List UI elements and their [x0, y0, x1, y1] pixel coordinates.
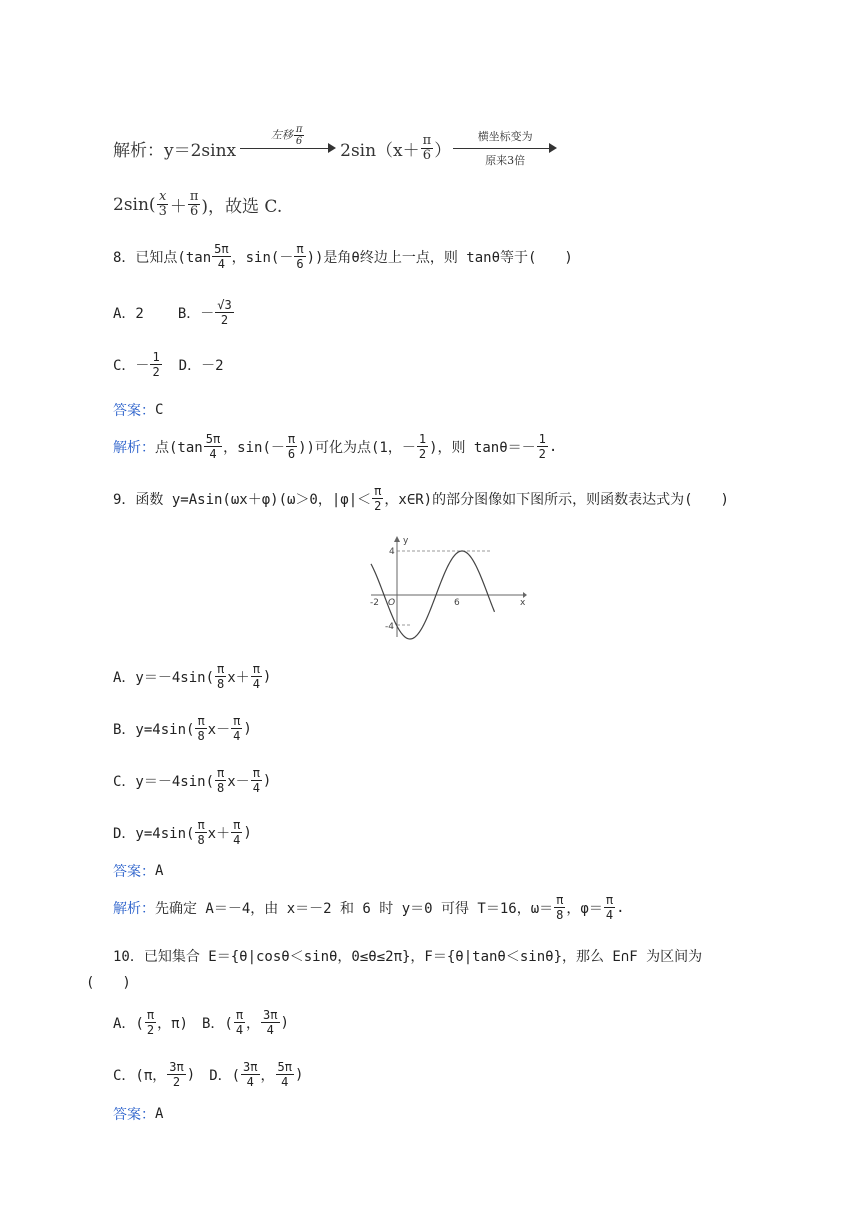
q10-option-c-post: ) — [186, 1066, 196, 1083]
frac-num: π — [235, 1008, 244, 1022]
frac-num: 1 — [418, 432, 427, 446]
q10-text-1: 10．已知集合 E＝{θ|cosθ＜sinθ，0≤θ≤2π}，F＝{θ|tanθ＜sinθ}，那么 E∩F 为区间为 — [113, 949, 703, 965]
frac-den: 6 — [287, 447, 296, 461]
option-pre: C．y＝－4sin( — [113, 773, 215, 790]
frac-den: 6 — [422, 147, 432, 163]
frac-den: 2 — [146, 1023, 155, 1037]
frac-num: π — [296, 242, 304, 256]
frac-den: 2 — [172, 1075, 181, 1089]
frac-num: √3 — [217, 298, 232, 312]
q8-analysis-text-3: ))可化为点(1，－ — [298, 439, 416, 456]
q10-option-d-post: ) — [294, 1066, 304, 1083]
q8-analysis — [113, 432, 557, 461]
option-mid: x＋ — [207, 825, 231, 842]
frac-den: 4 — [233, 833, 241, 847]
q10-option-d-sep: ， — [260, 1067, 275, 1084]
q8-stem — [113, 242, 573, 271]
frac-num: x — [159, 189, 167, 204]
frac-num: π — [252, 766, 260, 780]
frac-num: π — [146, 1008, 155, 1022]
answer-value: A — [155, 863, 164, 879]
option-pre: A．y＝－4sin( — [113, 669, 215, 686]
q8-analysis-text-4: )，则 tanθ＝－ — [429, 439, 536, 456]
answer-value: A — [155, 1106, 164, 1122]
frac-num: 5π — [277, 1060, 292, 1074]
frac-num: π — [233, 818, 241, 832]
answer-value: C — [155, 402, 164, 418]
frac-num: π — [374, 484, 382, 498]
q9-option-a — [113, 662, 271, 691]
option-post: ) — [262, 668, 272, 685]
frac-num: π — [295, 124, 303, 135]
frac-den: 8 — [217, 677, 225, 691]
scan-line-1 — [113, 124, 557, 168]
frac-den: 4 — [209, 447, 217, 461]
frac-den: 8 — [217, 781, 225, 795]
frac-den: 2 — [418, 447, 427, 461]
origin-label: O — [388, 598, 396, 608]
q8-text-1: 8．已知点(tan — [113, 249, 212, 266]
arrow2-above: 横坐标变为 — [477, 130, 533, 143]
option-post: ) — [262, 772, 272, 789]
frac-den: 8 — [556, 908, 564, 922]
arrow1-label: 左移 — [270, 128, 293, 142]
q10-option-b-sep: ， — [246, 1015, 261, 1032]
frac-den: 4 — [252, 677, 260, 691]
tick-label-neg2: -2 — [370, 598, 379, 608]
q9-stem — [113, 484, 729, 513]
frac-num: π — [556, 893, 564, 907]
frac-num: 3π — [263, 1008, 278, 1022]
frac-den: 4 — [235, 1023, 244, 1037]
frac-den: 6 — [296, 257, 304, 271]
q9-text-2: ，x∈R)的部分图像如下图所示，则函数表达式为( ) — [384, 491, 729, 508]
q8-text-2: ，sin(－ — [231, 249, 294, 266]
frac-num: π — [605, 893, 614, 907]
frac-num: π — [217, 766, 225, 780]
q10-option-a-post: ，π) — [157, 1015, 188, 1032]
frac-num: π — [217, 662, 225, 676]
frac-num: 5π — [214, 242, 229, 256]
frac-num: 3π — [169, 1060, 184, 1074]
q8-options-ab — [113, 298, 235, 327]
scan-mid-pre: 2sin（x＋ — [340, 140, 420, 161]
q10-option-b-pre: B．( — [201, 1015, 233, 1032]
scanned-solution-block — [113, 118, 563, 228]
option-mid: x－ — [227, 773, 250, 790]
q10-text-2: ( ) — [86, 975, 131, 991]
frac-num: π — [197, 818, 205, 832]
q8-options-cd — [113, 350, 224, 379]
q10-option-a-pre: A．( — [113, 1015, 144, 1032]
answer-label: 答案： — [113, 403, 155, 419]
q9-text-1: 9．函数 y=Asin(ωx＋φ)(ω＞0，|φ|＜ — [113, 491, 372, 508]
frac-den: 4 — [246, 1075, 254, 1089]
y-axis-arrow-icon — [394, 536, 400, 542]
option-pre: D．y=4sin( — [113, 825, 195, 842]
frac-num: 3π — [243, 1060, 258, 1074]
q8-option-d: D．－2 — [178, 357, 224, 374]
frac-num: 1 — [538, 432, 546, 446]
frac-den: 2 — [374, 499, 382, 513]
tick-label-4: 4 — [389, 547, 395, 557]
scan-line2-plus: ＋ — [169, 197, 187, 217]
frac-den: 8 — [197, 833, 205, 847]
frac-den: 4 — [281, 1075, 289, 1089]
tick-label-neg4: -4 — [385, 622, 394, 632]
frac-num: π — [252, 662, 260, 676]
q10-stem-line-2 — [86, 972, 131, 992]
q10-option-b-post: ) — [280, 1014, 289, 1031]
q10-options-cd — [113, 1060, 303, 1089]
frac-num: π — [287, 432, 296, 446]
q10-option-d-pre: D．( — [209, 1067, 241, 1084]
frac-num: π — [197, 714, 205, 728]
frac-den: 4 — [217, 257, 225, 271]
q8-option-b: B．－ — [177, 305, 215, 322]
y-axis-label: y — [403, 536, 409, 546]
q9-option-b — [113, 714, 252, 743]
q8-text-3: ))是角θ终边上一点，则 tanθ等于( ) — [306, 249, 573, 266]
frac-num: 1 — [152, 350, 160, 364]
option-post: ) — [243, 824, 252, 841]
x-axis-label: x — [520, 598, 526, 608]
frac-den: 4 — [252, 781, 260, 795]
option-mid: x－ — [207, 721, 231, 738]
q8-analysis-text-2: ，sin(－ — [223, 439, 285, 456]
frac-den: 4 — [266, 1023, 274, 1037]
q10-answer — [113, 1104, 163, 1124]
frac-den: 4 — [605, 908, 614, 922]
tick-label-6: 6 — [454, 598, 460, 608]
frac-num: 5π — [205, 432, 221, 446]
frac-den: 2 — [220, 313, 229, 327]
q8-option-a: A．2 — [113, 305, 144, 322]
frac-num: π — [189, 189, 199, 204]
q8-analysis-text-1: 点(tan — [155, 439, 203, 456]
q10-stem-line-1 — [113, 946, 702, 966]
scan-line-2 — [113, 190, 282, 219]
arrow2-below: 原来3倍 — [485, 154, 526, 167]
q9-answer — [113, 861, 163, 881]
q9-analysis-text-1: 先确定 A＝－4，由 x＝－2 和 6 时 y＝0 可得 T＝16，ω＝ — [155, 900, 554, 917]
option-post: ) — [243, 720, 252, 737]
frac-den: 3 — [158, 204, 167, 219]
q9-analysis — [113, 893, 625, 922]
sine-graph — [365, 533, 530, 641]
frac-den: 8 — [197, 729, 205, 743]
frac-den: 2 — [152, 365, 160, 379]
arrow-stretch — [453, 128, 557, 168]
q8-analysis-text-5: . — [548, 438, 558, 455]
q9-analysis-text-3: . — [616, 899, 625, 916]
frac-den: 6 — [189, 204, 199, 219]
scan-line2-pre: 2sin( — [113, 194, 156, 215]
frac-num: π — [422, 132, 432, 148]
q10-options-ab — [113, 1008, 289, 1037]
scan-line2-post: )，故选 C. — [201, 197, 283, 217]
frac-num: π — [233, 714, 241, 728]
frac-den: 6 — [295, 136, 303, 147]
scan-prefix: 解析：y＝2sinx — [113, 140, 237, 161]
q9-option-c — [113, 766, 271, 795]
option-mid: x＋ — [227, 669, 250, 686]
analysis-label: 解析： — [113, 439, 155, 456]
scan-mid-post: ） — [434, 140, 452, 161]
q9-option-d — [113, 818, 252, 847]
q9-analysis-text-2: ，φ＝ — [566, 900, 603, 917]
q10-option-c-pre: C．(π， — [113, 1067, 167, 1084]
answer-label: 答案： — [113, 1107, 155, 1123]
q8-answer — [113, 400, 163, 420]
q8-option-c: C．－ — [113, 357, 150, 374]
answer-label: 答案： — [113, 864, 155, 880]
option-pre: B．y=4sin( — [113, 721, 195, 738]
analysis-label: 解析： — [113, 900, 155, 917]
frac-den: 4 — [233, 729, 241, 743]
frac-den: 2 — [538, 447, 546, 461]
arrow-shift-left — [240, 124, 336, 168]
